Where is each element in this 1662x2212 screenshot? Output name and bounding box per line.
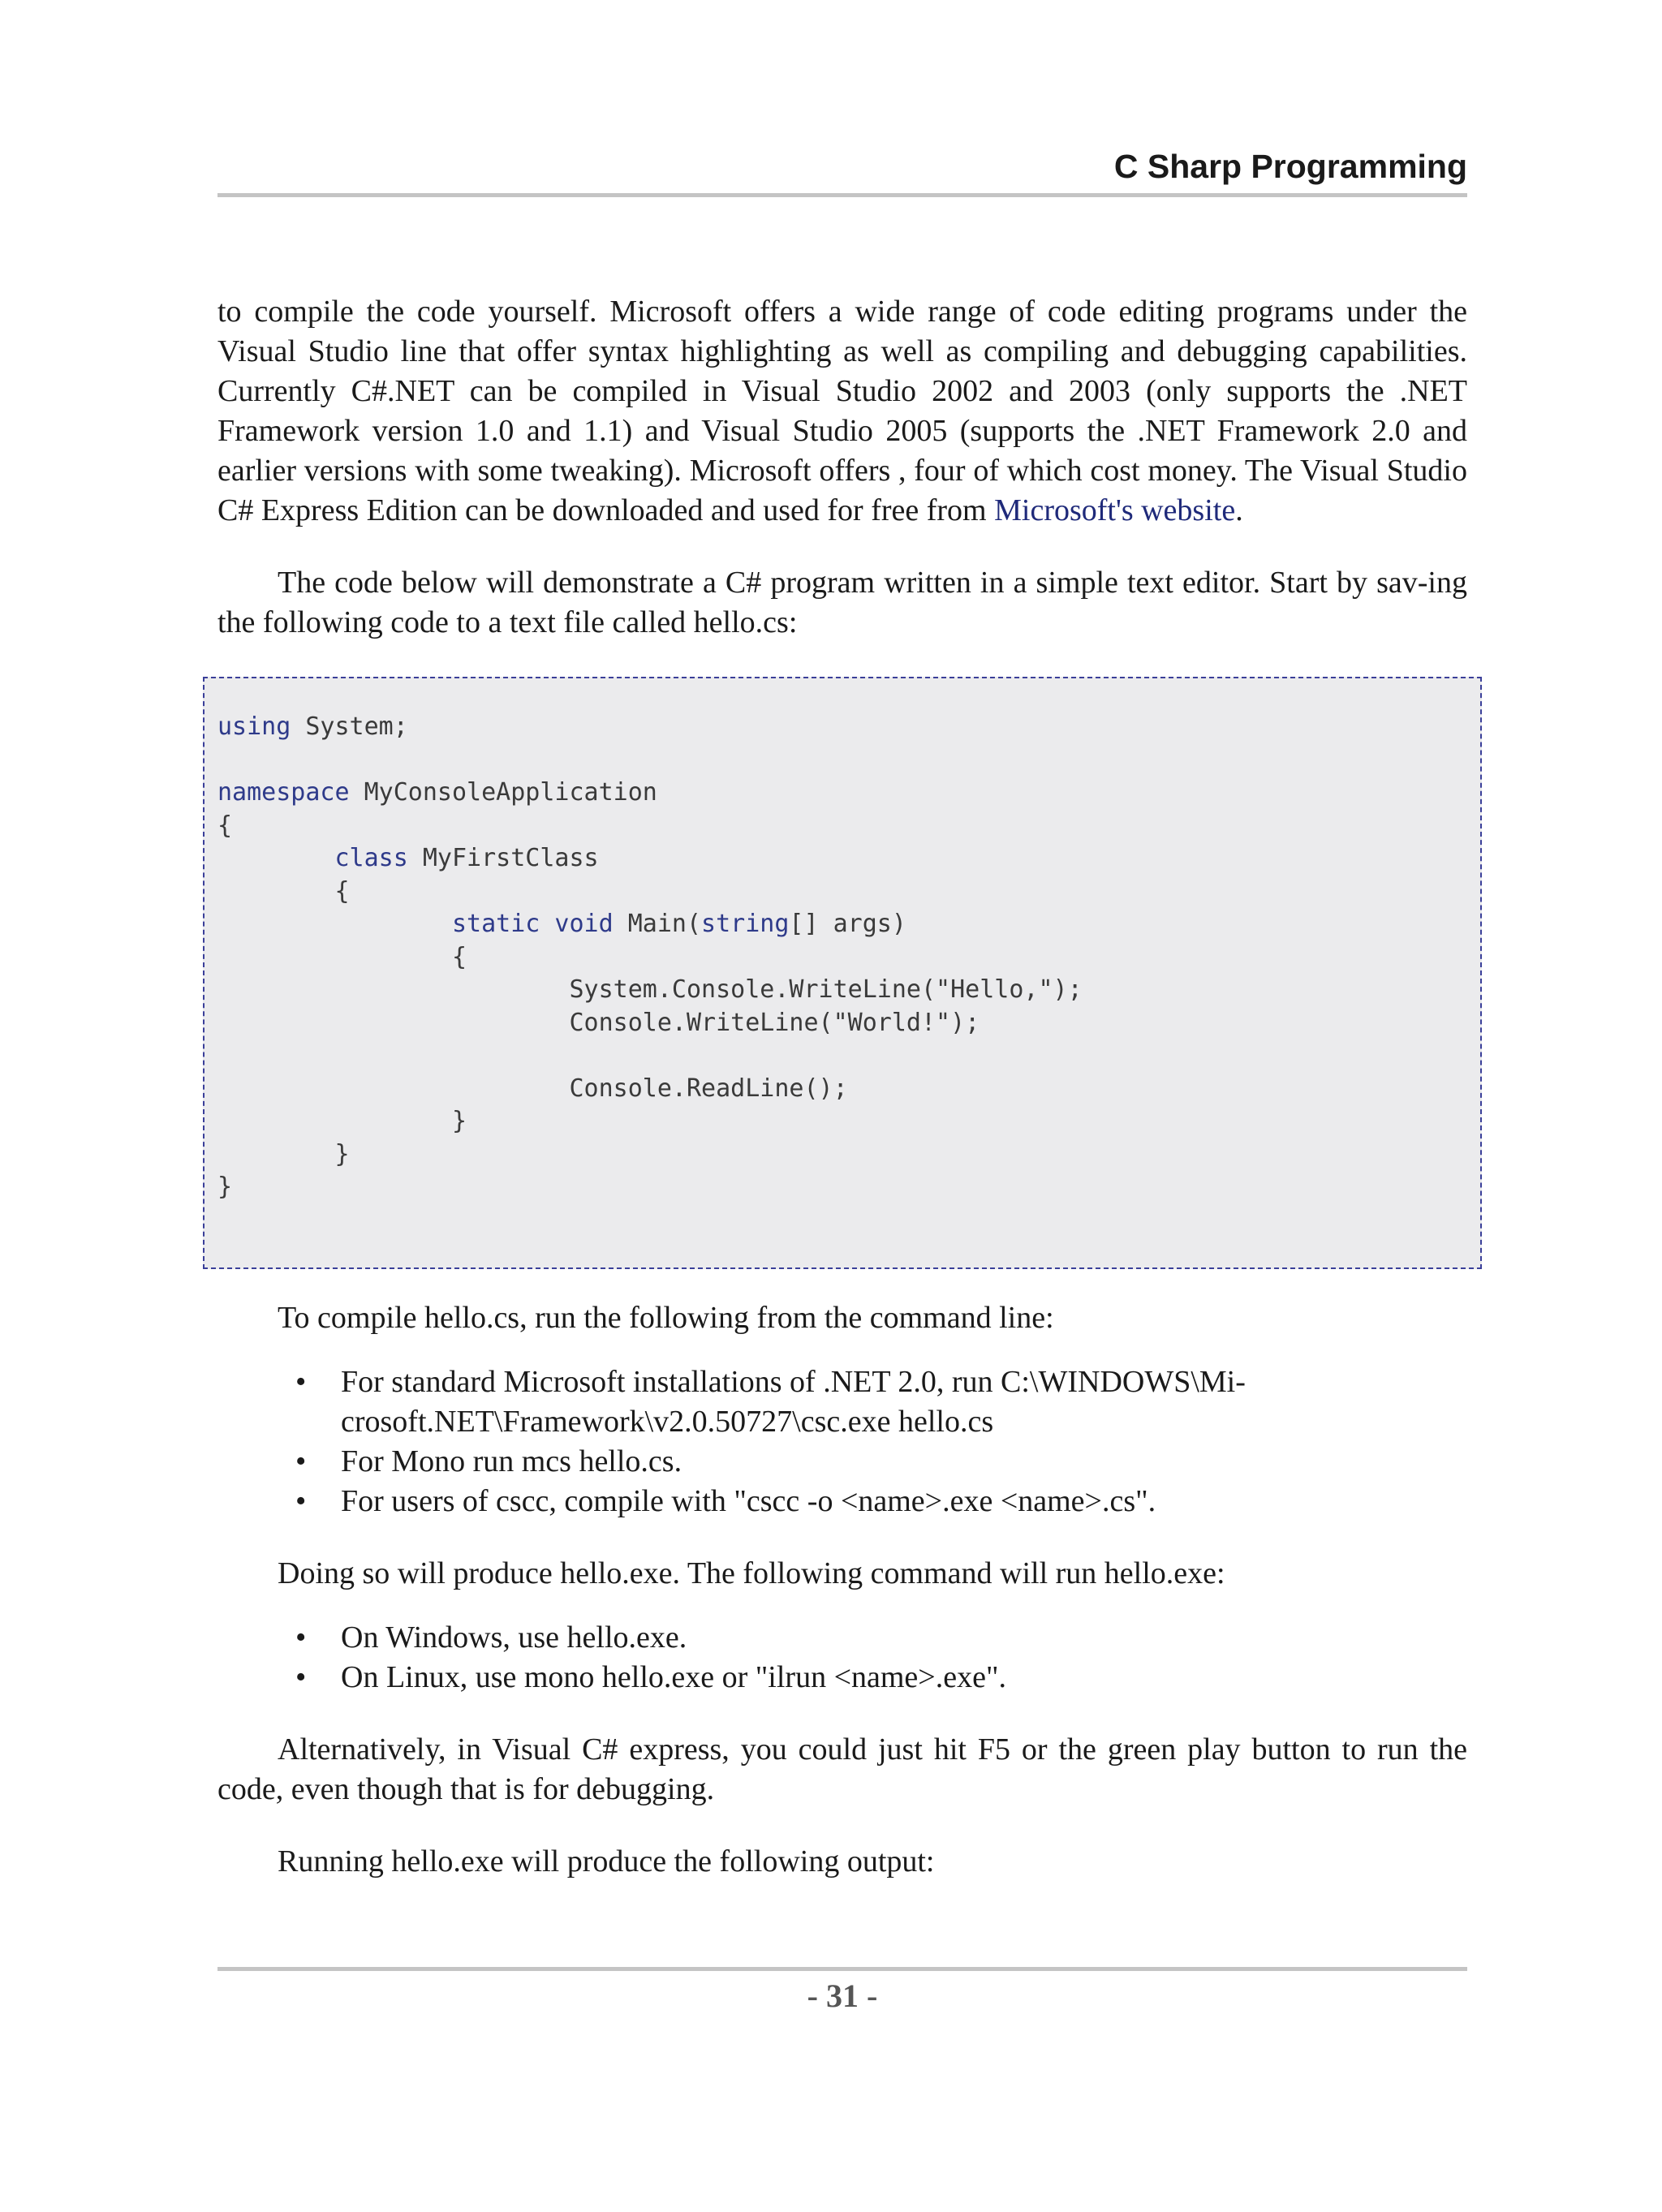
compile-list bbox=[217, 1362, 1467, 1521]
code-text: Main( bbox=[613, 910, 702, 938]
code-text: System; bbox=[291, 712, 408, 741]
run-list bbox=[217, 1618, 1467, 1698]
paragraph-output: Running hello.exe will produce the following output: bbox=[278, 1844, 935, 1878]
code-text: { bbox=[217, 811, 233, 840]
page-body bbox=[217, 292, 1467, 1882]
code-text: System.Console.WriteLine("Hello,"); bbox=[569, 975, 1083, 1004]
list-item-text: • For standard Microsoft installations of .NET 2.0, run C:\WINDOWS\Mi-crosoft.NET\Framework\v2.0.50727\csc.exe hello.cs bbox=[341, 1365, 1246, 1439]
paragraph-intro-end: . bbox=[1235, 493, 1243, 527]
code-keyword: using bbox=[217, 712, 291, 741]
list-item bbox=[217, 1618, 1467, 1658]
code-text: } bbox=[451, 1107, 467, 1135]
paragraph-intro bbox=[217, 292, 1467, 531]
code-text: { bbox=[451, 942, 467, 971]
paragraph-code-intro: The code below will demonstrate a C# program written in a simple text editor. Start by sav-ing the following code to a text file called hello.cs: bbox=[217, 566, 1467, 639]
list-item-text: • For users of cscc, compile with "cscc -o <name>.exe <name>.cs". bbox=[341, 1484, 1156, 1518]
code-listing bbox=[217, 711, 1467, 1204]
list-item-text: • On Linux, use mono hello.exe or "ilrun <name>.exe". bbox=[341, 1660, 1006, 1694]
list-item-text: • For Mono run mcs hello.cs. bbox=[341, 1444, 682, 1478]
list-item bbox=[217, 1482, 1467, 1521]
page-number: - 31 - bbox=[807, 1977, 878, 2014]
code-keyword: string bbox=[701, 910, 790, 938]
footer-rule bbox=[217, 1967, 1467, 1971]
code-text: MyFirstClass bbox=[407, 844, 599, 872]
code-keyword: namespace bbox=[217, 778, 350, 807]
list-item bbox=[217, 1658, 1467, 1698]
list-item bbox=[217, 1442, 1467, 1482]
code-keyword: class bbox=[334, 844, 408, 872]
code-text: [] args) bbox=[789, 910, 906, 938]
code-block bbox=[203, 677, 1482, 1269]
code-text: Console.WriteLine("World!"); bbox=[569, 1008, 980, 1037]
code-text: MyConsoleApplication bbox=[349, 778, 657, 807]
paragraph-alternative: Alternatively, in Visual C# express, you could just hit F5 or the green play button to run the code, even though that is for debugging. bbox=[217, 1732, 1467, 1806]
code-keyword: static bbox=[451, 910, 540, 938]
code-text: } bbox=[217, 1173, 233, 1201]
list-item-text: • On Windows, use hello.exe. bbox=[341, 1620, 687, 1655]
header-rule bbox=[217, 193, 1467, 197]
code-text: } bbox=[334, 1139, 350, 1168]
list-item bbox=[217, 1362, 1467, 1442]
microsoft-website-link[interactable]: Microsoft's website bbox=[994, 493, 1236, 527]
paragraph-compile: To compile hello.cs, run the following from the command line: bbox=[278, 1301, 1054, 1335]
code-text: { bbox=[334, 876, 350, 906]
paragraph-run: Doing so will produce hello.exe. The following command will run hello.exe: bbox=[278, 1556, 1225, 1590]
paragraph-intro-text: to compile the code yourself. Microsoft offers a wide range of code editing programs under the Visual Studio line that offer syntax highlighting as well as compiling and debugging capabilities. Currently C#.NET can be compiled in Visual Studio 2002 and 2003 (only supports the .NET Framework version 1.0 and 1.1) and Visual Studio 2005 (supports the .NET Framework 2.0 and earlier versions with some tweaking). Microsoft offers , four of which cost money. The Visual Studio C# Express Edition can be downloaded and used for free from bbox=[217, 295, 1467, 527]
running-header: C Sharp Programming bbox=[1113, 148, 1467, 185]
code-text: Console.ReadLine(); bbox=[569, 1074, 848, 1103]
code-keyword: void bbox=[554, 910, 614, 938]
